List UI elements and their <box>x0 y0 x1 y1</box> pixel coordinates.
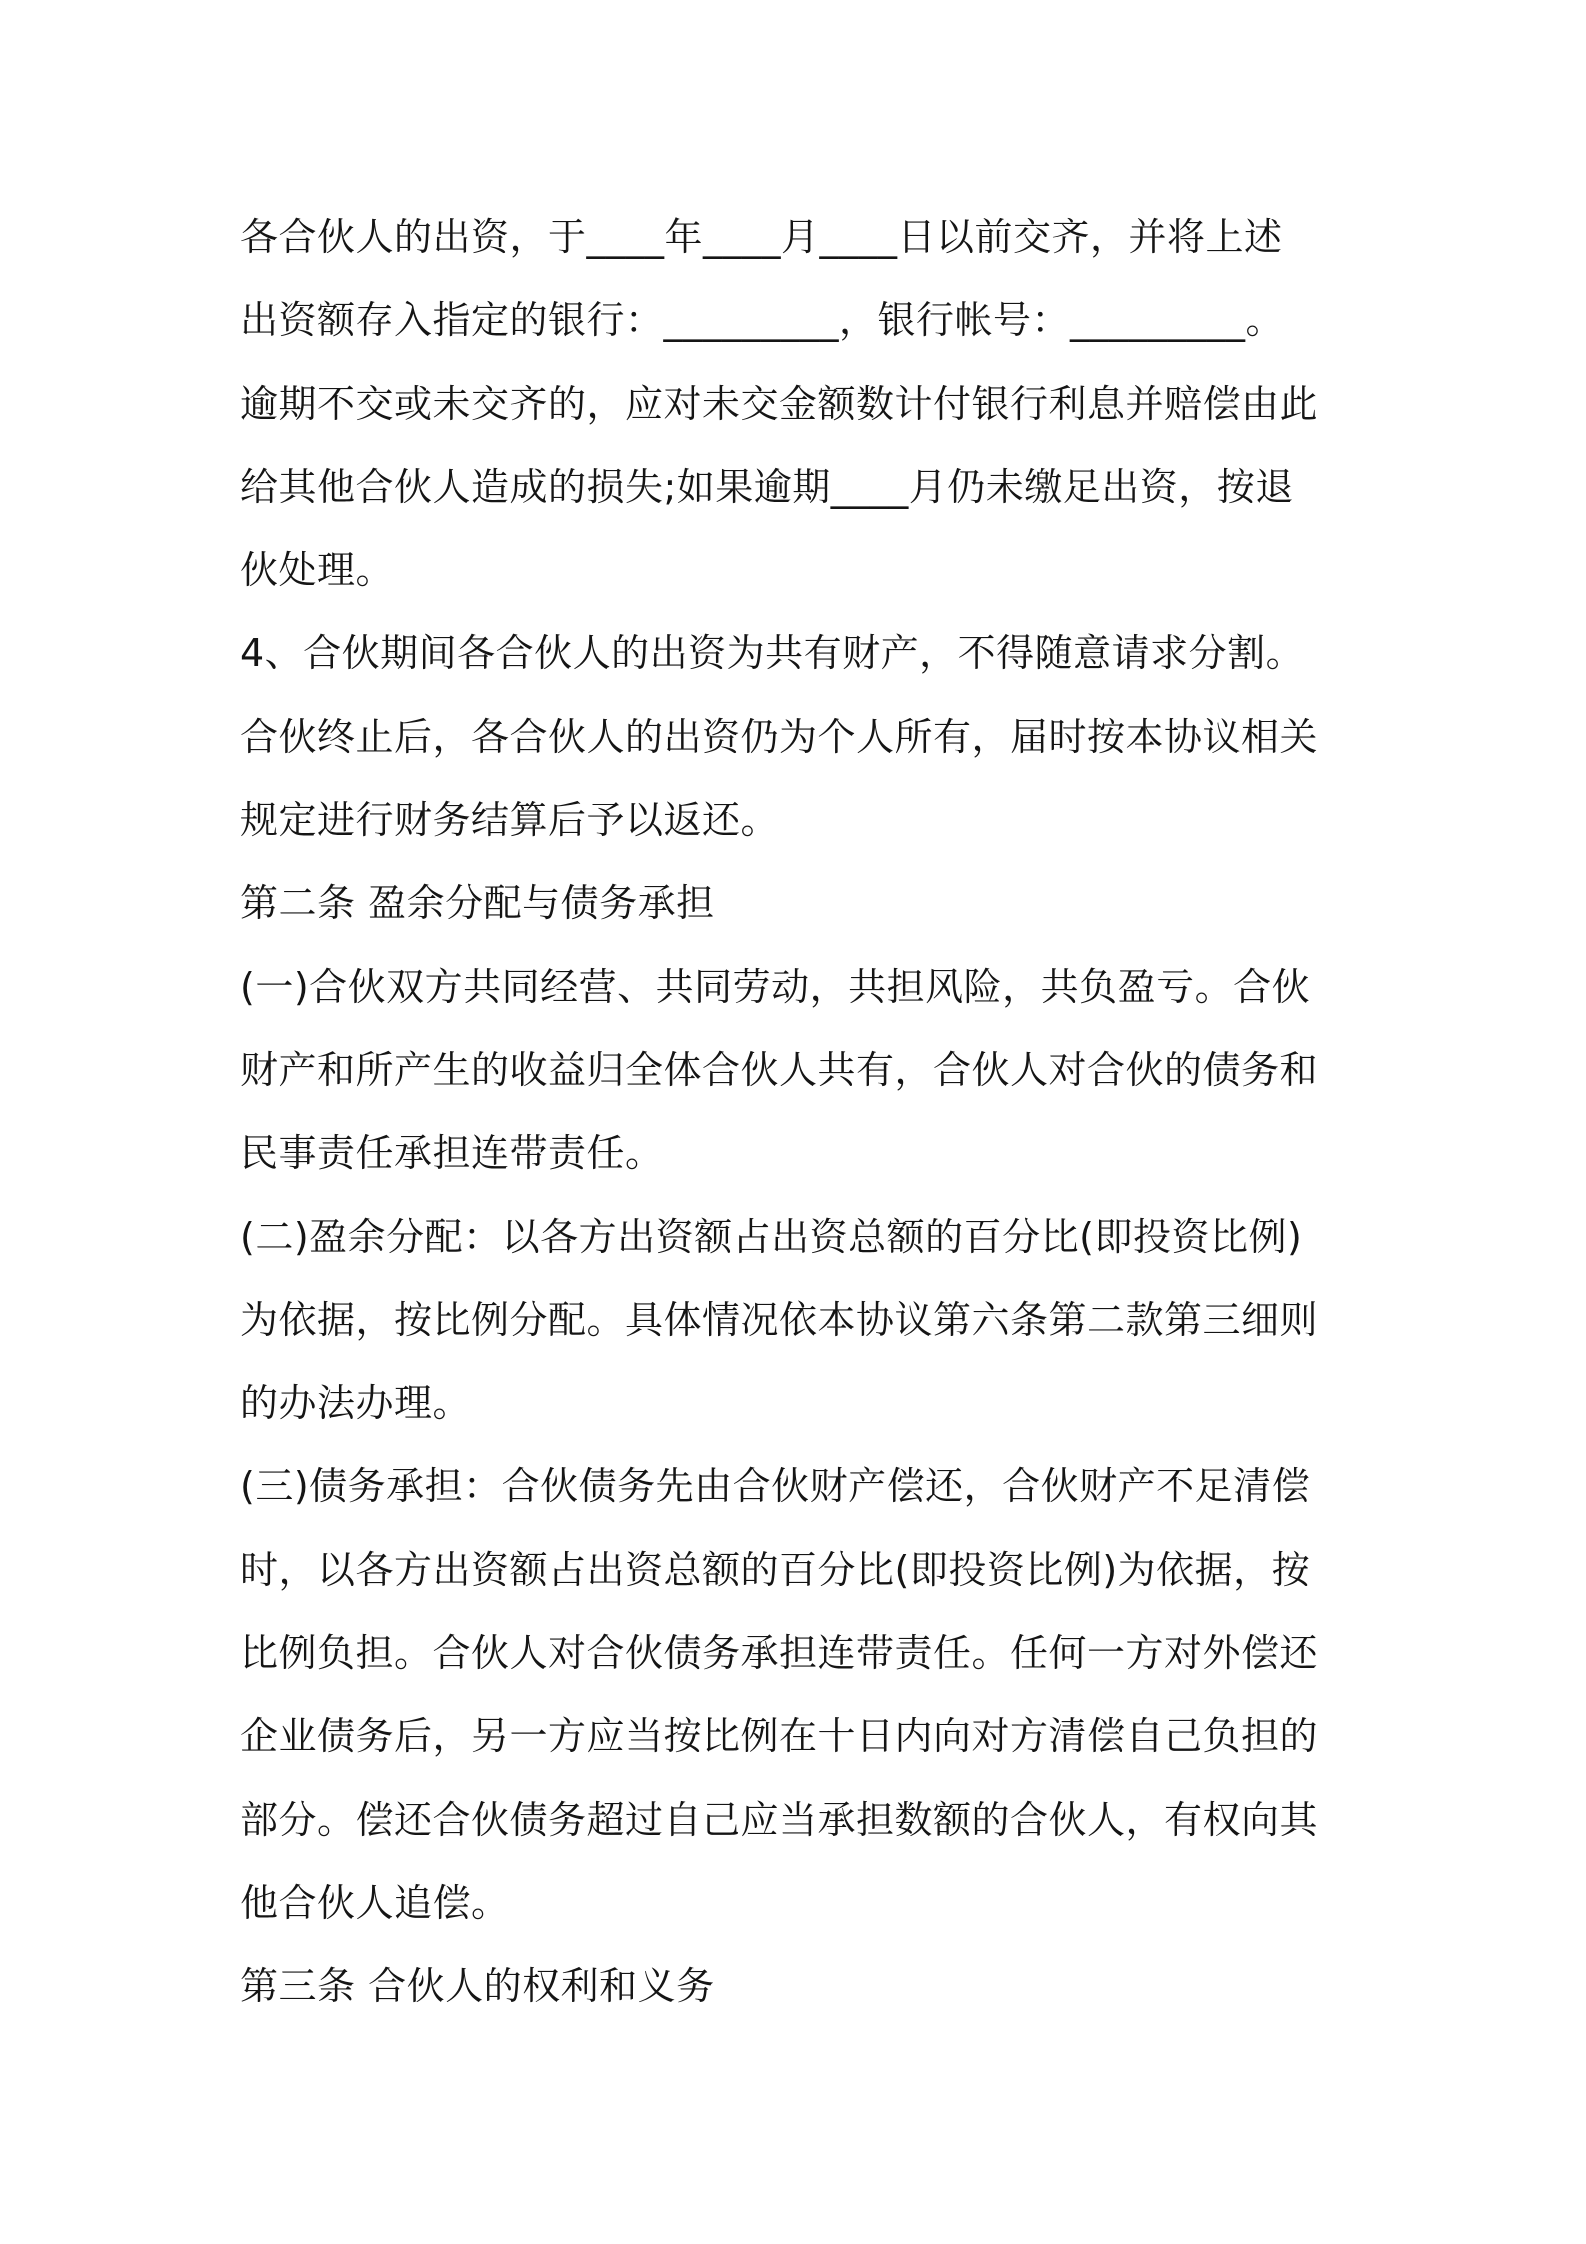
text-line: (一)合伙双方共同经营、共同劳动，共担风险，共负盈亏。合伙 <box>240 964 1311 1009</box>
text-line: 比例负担。合伙人对合伙债务承担连带责任。任何一方对外偿还 <box>240 1631 1319 1676</box>
text-line: 民事责任承担连带责任。 <box>240 1131 664 1176</box>
document-body <box>240 196 1360 2029</box>
text-line: (三)债务承担：合伙债务先由合伙财产偿还，合伙财产不足清偿 <box>240 1464 1311 1509</box>
text-line: 4、合伙期间各合伙人的出资为共有财产，不得随意请求分割。 <box>240 631 1305 676</box>
text-line: 合伙终止后，各合伙人的出资仍为个人所有，届时按本协议相关 <box>240 714 1319 759</box>
text-line: 时，以各方出资额占出资总额的百分比(即投资比例)为依据，按 <box>240 1547 1311 1592</box>
text-line: 规定进行财务结算后予以返还。 <box>240 798 780 843</box>
text-line: 他合伙人追偿。 <box>240 1880 510 1925</box>
text-line: 的办法办理。 <box>240 1381 472 1426</box>
text-line: 为依据，按比例分配。具体情况依本协议第六条第二款第三细则 <box>240 1297 1319 1342</box>
text-line: 财产和所产生的收益归全体合伙人共有，合伙人对合伙的债务和 <box>240 1047 1319 1092</box>
section-heading: 第二条 盈余分配与债务承担 <box>240 881 715 926</box>
text-line: 各合伙人的出资，于____年____月____日以前交齐，并将上述 <box>240 215 1283 259</box>
text-line: 逾期不交或未交齐的，应对未交金额数计付银行利息并赔偿由此 <box>240 381 1319 426</box>
section-heading: 第三条 合伙人的权利和义务 <box>240 1964 715 2009</box>
text-line: 企业债务后，另一方应当按比例在十日内向对方清偿自己负担的 <box>240 1714 1319 1759</box>
text-line: 伙处理。 <box>240 548 395 593</box>
text-line: 给其他合伙人造成的损失;如果逾期____月仍未缴足出资，按退 <box>240 464 1294 509</box>
text-line: (二)盈余分配：以各方出资额占出资总额的百分比(即投资比例) <box>240 1214 1303 1259</box>
text-line: 出资额存入指定的银行：_________，银行帐号：_________。 <box>240 298 1285 343</box>
text-line: 部分。偿还合伙债务超过自己应当承担数额的合伙人，有权向其 <box>240 1797 1319 1842</box>
